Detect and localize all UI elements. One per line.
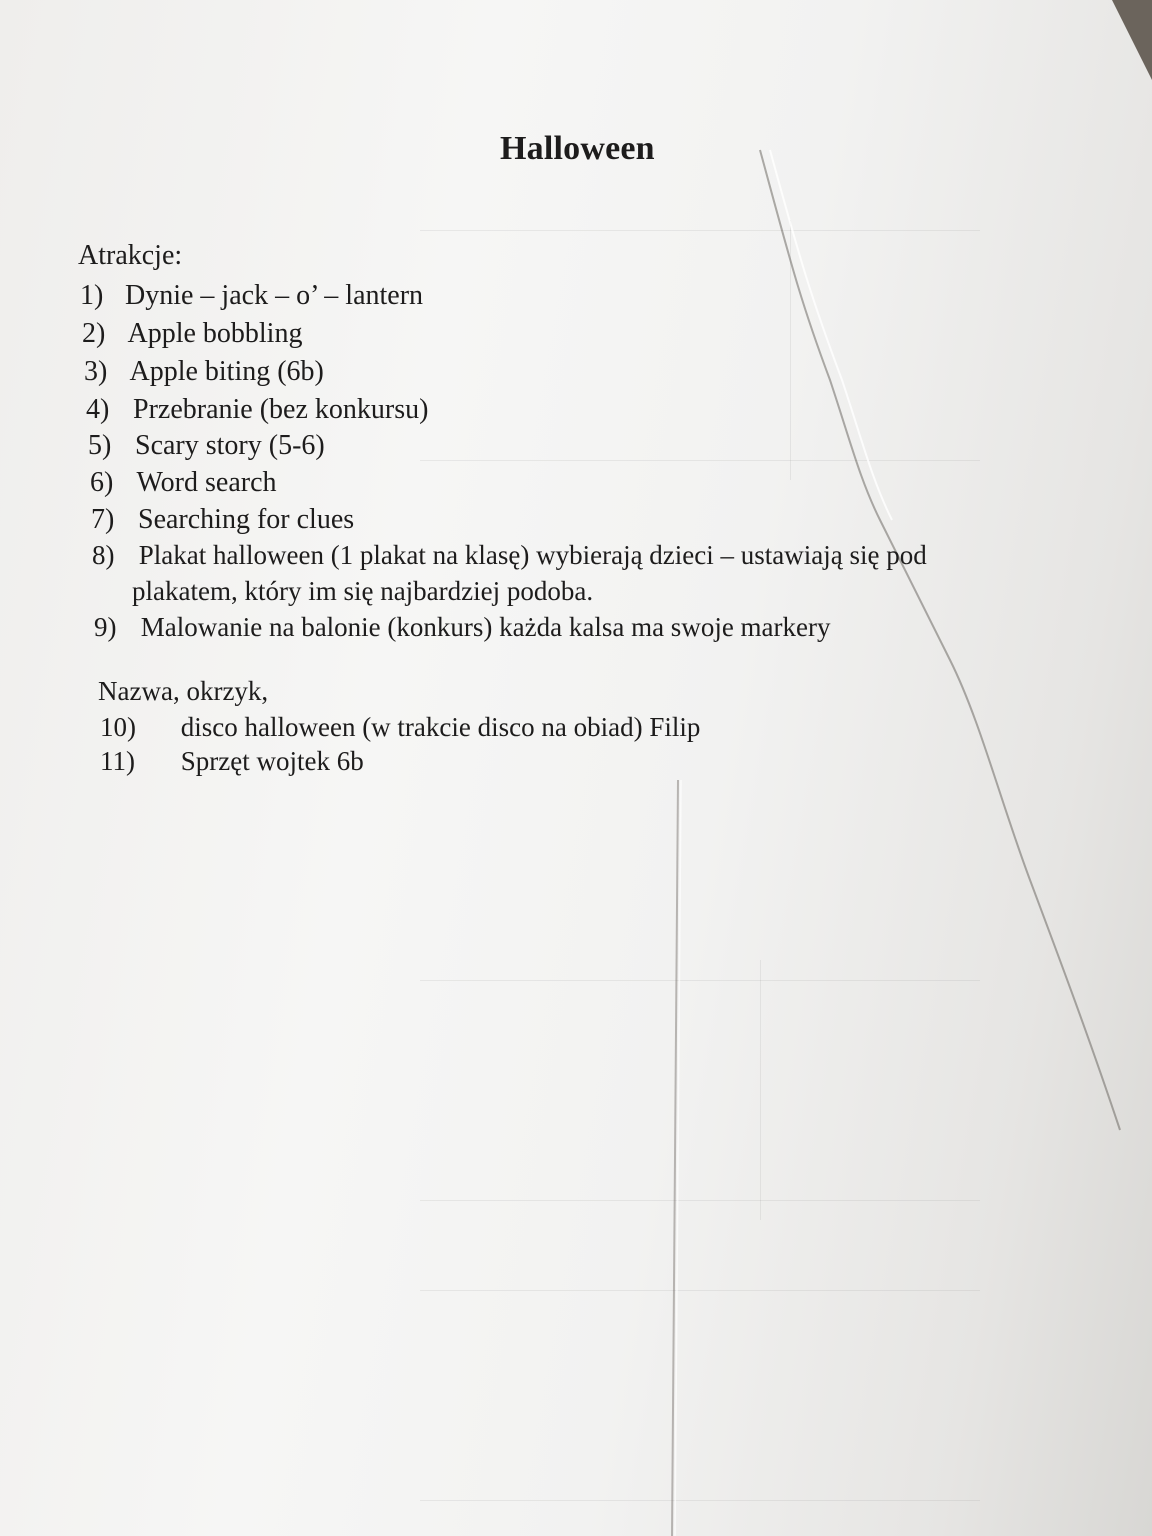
item-number: 4) xyxy=(86,394,110,425)
item-number: 6) xyxy=(90,467,114,498)
list-item xyxy=(91,504,354,536)
list-item xyxy=(94,612,831,643)
item-number: 7) xyxy=(91,504,115,535)
section-label: Nazwa, okrzyk, xyxy=(98,676,269,706)
item-number: 11) xyxy=(100,746,135,776)
item-number: 8) xyxy=(92,540,115,570)
list-item xyxy=(84,356,324,388)
list-item xyxy=(86,394,428,426)
item-text: Przebranie (bez konkursu) xyxy=(133,394,429,425)
list-item xyxy=(100,746,364,777)
list-item xyxy=(90,467,277,499)
page-title: Halloween xyxy=(500,130,655,167)
item-text: disco halloween (w trakcie disco na obiad) Filip xyxy=(180,712,701,742)
item-text: Dynie – jack – o’ – lantern xyxy=(125,280,424,311)
intro-label: Atrakcje: xyxy=(78,240,183,271)
item-number: 10) xyxy=(100,712,136,742)
list-item xyxy=(82,318,302,350)
item-number: 2) xyxy=(82,318,106,349)
item-text: Plakat halloween (1 plakat na klasę) wybierają dzieci – ustawiają się pod xyxy=(138,540,927,570)
item-text: Apple biting (6b) xyxy=(129,356,324,387)
item-text: Sprzęt wojtek 6b xyxy=(180,746,364,776)
list-item xyxy=(88,430,325,462)
list-item-continuation: plakatem, który im się najbardziej podoba. xyxy=(132,576,594,606)
list-item xyxy=(100,712,700,743)
list-item xyxy=(92,540,927,571)
item-text: Searching for clues xyxy=(138,504,355,535)
item-text: Malowanie na balonie (konkurs) każda kalsa ma swoje markery xyxy=(140,612,831,642)
item-number: 1) xyxy=(80,280,104,311)
item-text: Word search xyxy=(136,467,277,498)
item-number: 5) xyxy=(88,430,112,461)
item-text: Scary story (5-6) xyxy=(135,430,325,461)
item-number: 9) xyxy=(94,612,117,642)
desk-corner xyxy=(1112,0,1152,80)
list-item xyxy=(80,280,423,312)
item-number: 3) xyxy=(84,356,108,387)
item-text: Apple bobbling xyxy=(127,318,303,349)
